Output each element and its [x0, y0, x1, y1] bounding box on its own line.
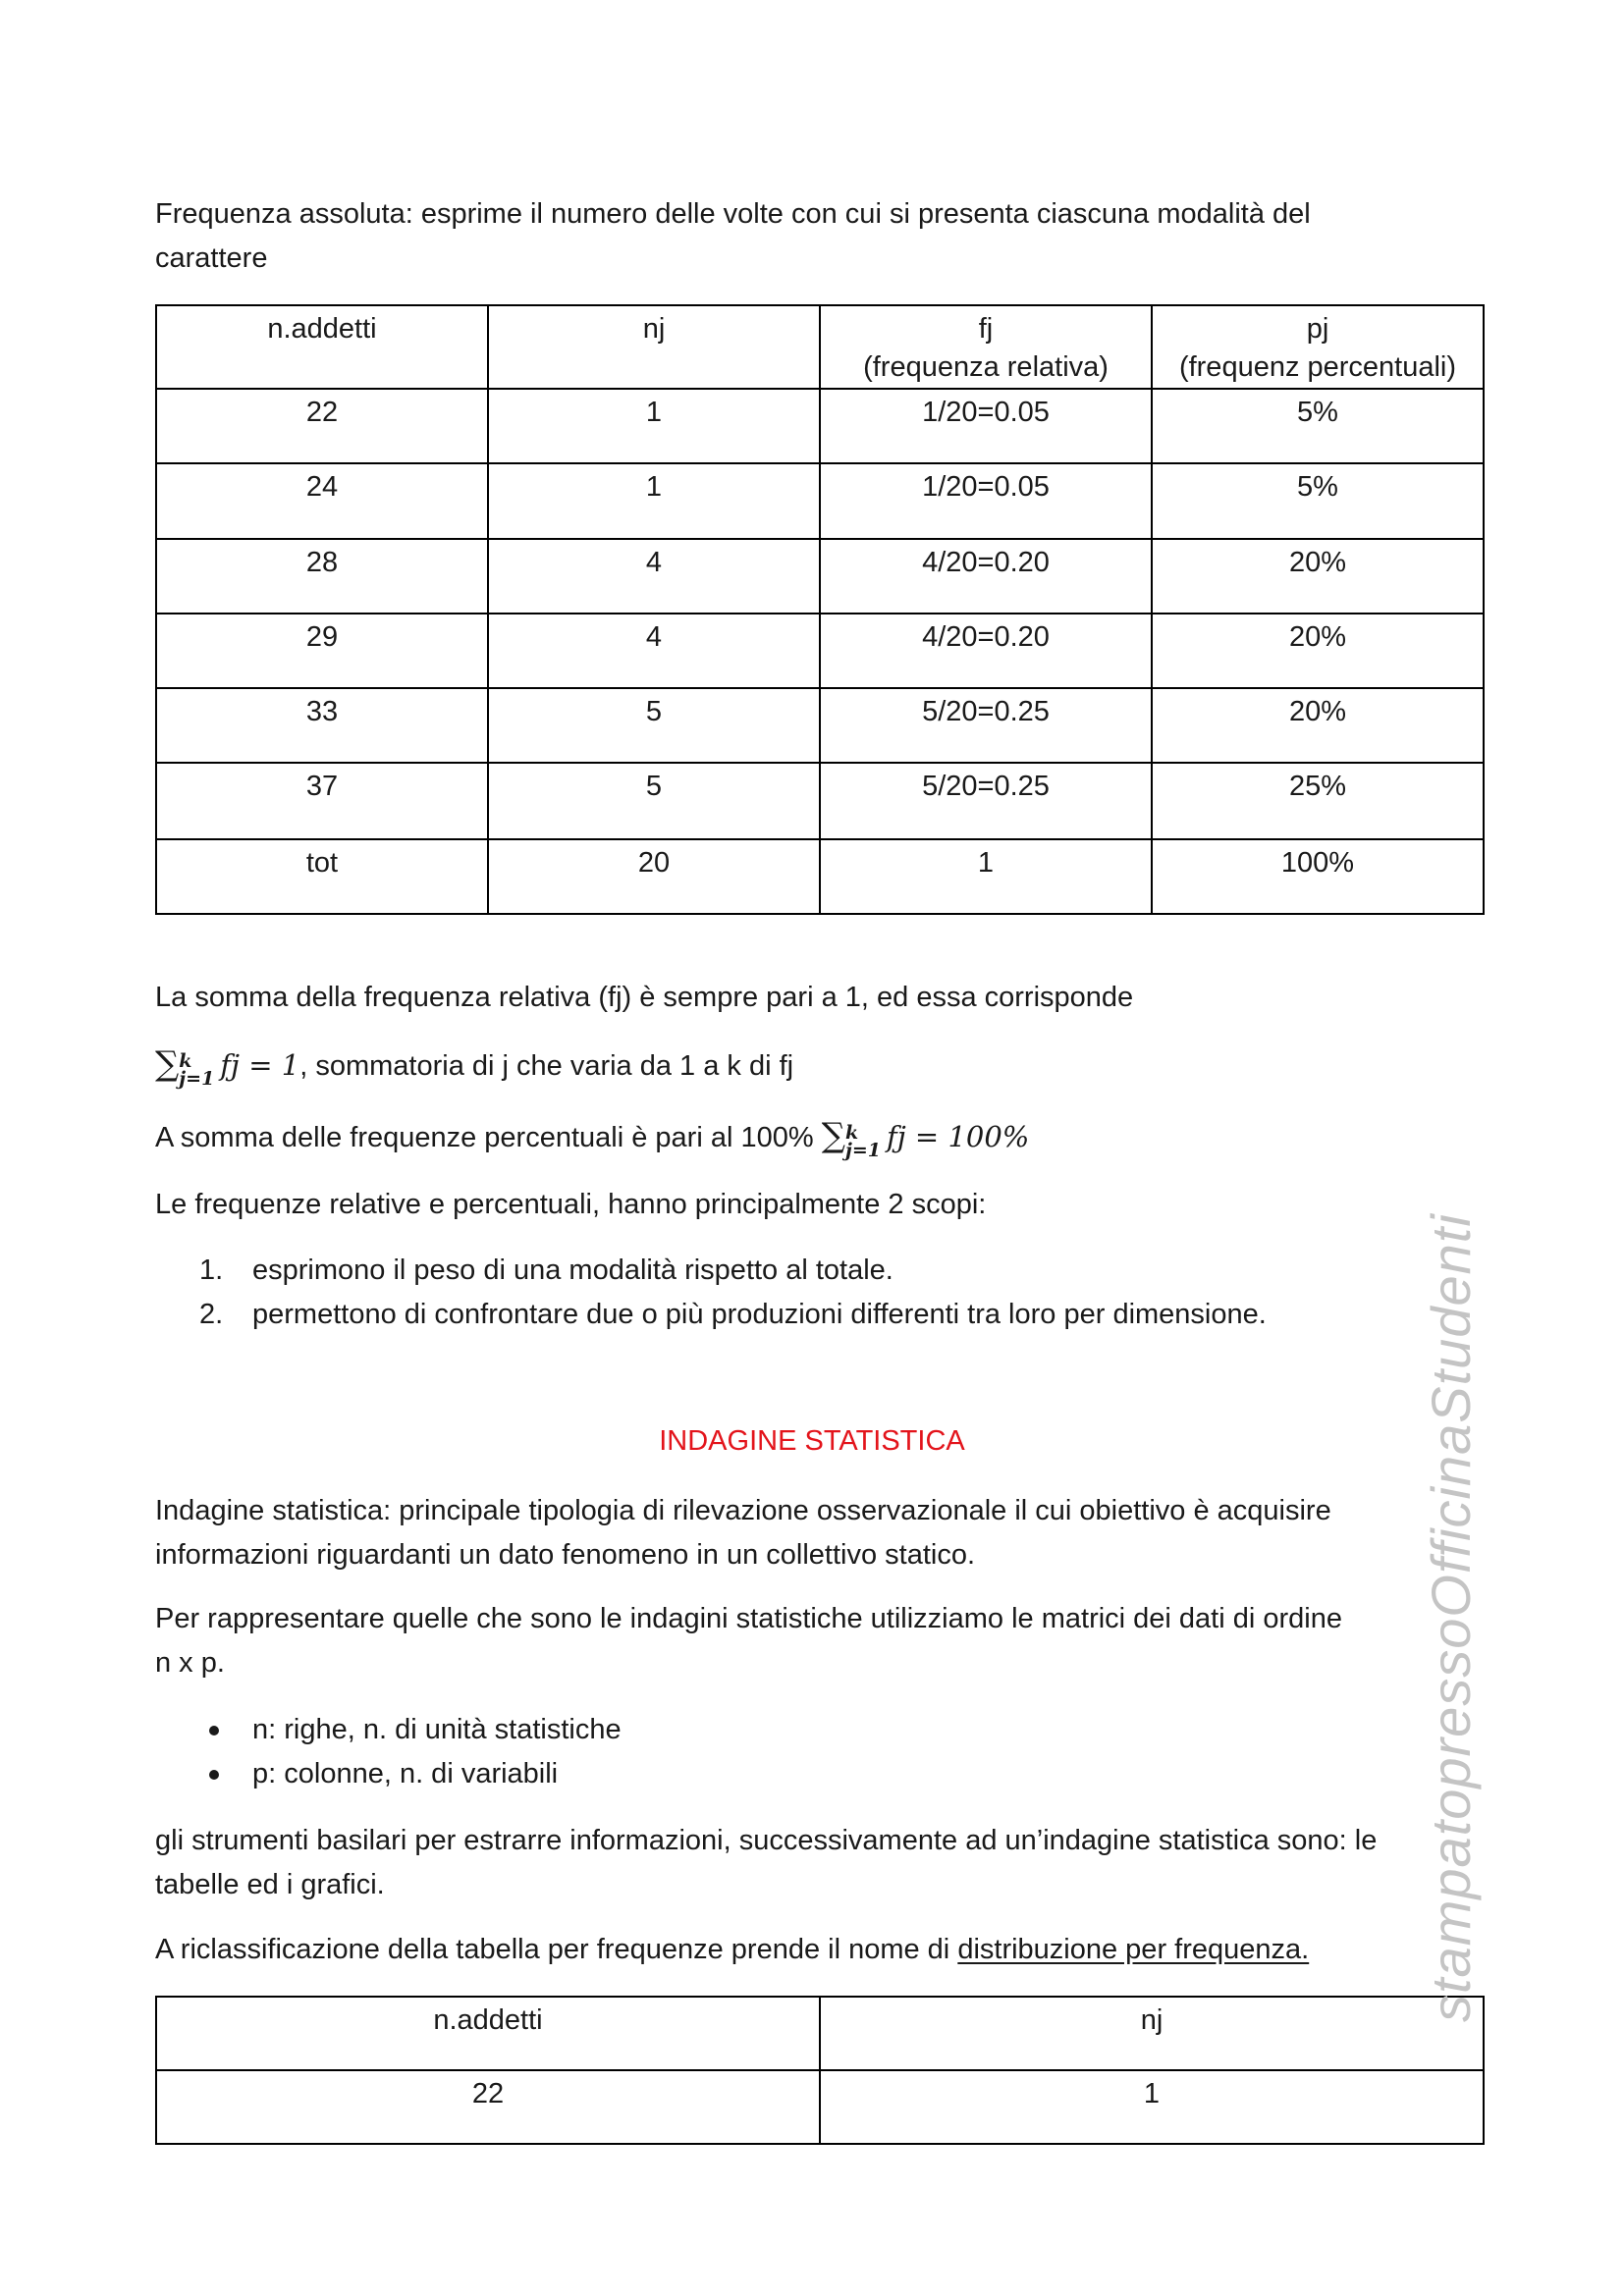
distribution-table [155, 1996, 1485, 2145]
table-header-row [156, 305, 1484, 389]
table-cell: 5% [1152, 389, 1484, 463]
table-cell: 1/20=0.05 [820, 389, 1152, 463]
intro-line-2: carattere [155, 242, 268, 274]
watermark-text: stampatopressoOfficinaStudenti [1420, 1213, 1482, 2022]
bullet-icon [209, 1770, 219, 1780]
table-cell: 22 [156, 389, 488, 463]
header-cell: fj (frequenza relativa) [820, 305, 1152, 389]
list-text: esprimono il peso di una modalità rispetto al totale. [252, 1255, 893, 1286]
list-text: n: righe, n. di unità statistiche [252, 1714, 622, 1745]
table-cell: 25% [1152, 763, 1484, 839]
table-total-row [156, 839, 1484, 914]
table-cell: tot [156, 839, 488, 914]
sum-lower-limit: j=1 [844, 1140, 881, 1161]
table-cell: 4/20=0.20 [820, 539, 1152, 614]
formula-description: , sommatoria di j che varia da 1 a k di fj [299, 1050, 794, 1082]
riclass-text: A riclassificazione della tabella per frequenze prende il nome di [155, 1934, 958, 1965]
scopes-intro: Le frequenze relative e percentuali, hanno principalmente 2 scopi: [155, 1189, 987, 1220]
table-cell: 4 [488, 614, 820, 688]
table-row [156, 614, 1484, 688]
header-cell: n.addetti [156, 1997, 820, 2070]
table-cell: 22 [156, 2070, 820, 2144]
formula-expression: fj = 100% [886, 1120, 1030, 1153]
table-cell: 28 [156, 539, 488, 614]
table-cell: 5% [1152, 463, 1484, 539]
list-number: 1. [199, 1255, 224, 1286]
list-number: 2. [199, 1299, 224, 1330]
table-row [156, 763, 1484, 839]
table-cell: 4/20=0.20 [820, 614, 1152, 688]
indagine-line-2: informazioni riguardanti un dato fenomeno in un collettivo statico. [155, 1539, 976, 1571]
summation-formula [155, 1044, 300, 1090]
matrici-line-2: n x p. [155, 1647, 225, 1679]
sigma-symbol: ∑ [155, 1044, 180, 1084]
sum-upper-limit: k [179, 1050, 192, 1072]
formula-expression: fj = 1 [220, 1048, 300, 1082]
table-cell: 20% [1152, 614, 1484, 688]
table-cell: 1 [488, 463, 820, 539]
table-header-row [156, 1997, 1484, 2070]
indagine-paragraph [155, 1489, 1461, 1577]
strumenti-line-2: tabelle ed i grafici. [155, 1869, 385, 1900]
table-cell: 5 [488, 763, 820, 839]
list-text: permettono di confrontare due o più produzioni differenti tra loro per dimensione. [252, 1299, 1267, 1330]
frequency-table [155, 304, 1485, 915]
table-row [156, 539, 1484, 614]
formula-line-1 [155, 1042, 1461, 1089]
table-cell: 100% [1152, 839, 1484, 914]
table-cell: 5/20=0.25 [820, 688, 1152, 763]
table-cell: 1/20=0.05 [820, 463, 1152, 539]
table-cell: 5/20=0.25 [820, 763, 1152, 839]
table-cell: 20% [1152, 688, 1484, 763]
formula-line-2 [155, 1114, 1461, 1160]
header-cell: n.addetti [156, 305, 488, 389]
indagine-line-1: Indagine statistica: principale tipologia di rilevazione osservazionale il cui obiettivo è acquisire [155, 1495, 1331, 1526]
sum-lower-limit: j=1 [179, 1068, 215, 1090]
matrici-paragraph [155, 1597, 1461, 1685]
table-row [156, 2070, 1484, 2144]
table-cell: 1 [820, 2070, 1484, 2144]
intro-paragraph [155, 192, 1461, 281]
header-cell: nj [820, 1997, 1484, 2070]
strumenti-line-1: gli strumenti basilari per estrarre informazioni, successivamente ad un’indagine statistica sono: le [155, 1825, 1378, 1856]
riclass-paragraph [155, 1928, 1461, 1972]
table-row [156, 389, 1484, 463]
table-cell: 29 [156, 614, 488, 688]
summation-formula [821, 1116, 1030, 1161]
formula-intro: A somma delle frequenze percentuali è pari al 100% [155, 1122, 822, 1153]
sum-upper-limit: k [844, 1122, 859, 1144]
matrici-line-1: Per rappresentare quelle che sono le indagini statistiche utilizziamo le matrici dei dati di ordine [155, 1603, 1342, 1634]
table-cell: 1 [820, 839, 1152, 914]
table-row [156, 688, 1484, 763]
table-cell: 1 [488, 389, 820, 463]
intro-line-1: Frequenza assoluta: esprime il numero delle volte con cui si presenta ciascuna modalità del [155, 198, 1311, 230]
bullet-icon [209, 1726, 219, 1735]
table-cell: 37 [156, 763, 488, 839]
header-cell: pj (frequenz percentuali) [1152, 305, 1484, 389]
distribution-term: distribuzione per frequenza. [957, 1934, 1310, 1965]
table-cell: 20% [1152, 539, 1484, 614]
table-cell: 20 [488, 839, 820, 914]
table-cell: 4 [488, 539, 820, 614]
section-heading: INDAGINE STATISTICA [659, 1425, 965, 1457]
sum-paragraph: La somma della frequenza relativa (fj) è sempre pari a 1, ed essa corrisponde [155, 982, 1134, 1013]
list-text: p: colonne, n. di variabili [252, 1758, 559, 1789]
strumenti-paragraph [155, 1819, 1461, 1907]
sigma-symbol: ∑ [821, 1116, 845, 1155]
table-cell: 24 [156, 463, 488, 539]
table-row [156, 463, 1484, 539]
table-cell: 5 [488, 688, 820, 763]
table-cell: 33 [156, 688, 488, 763]
header-cell: nj [488, 305, 820, 389]
